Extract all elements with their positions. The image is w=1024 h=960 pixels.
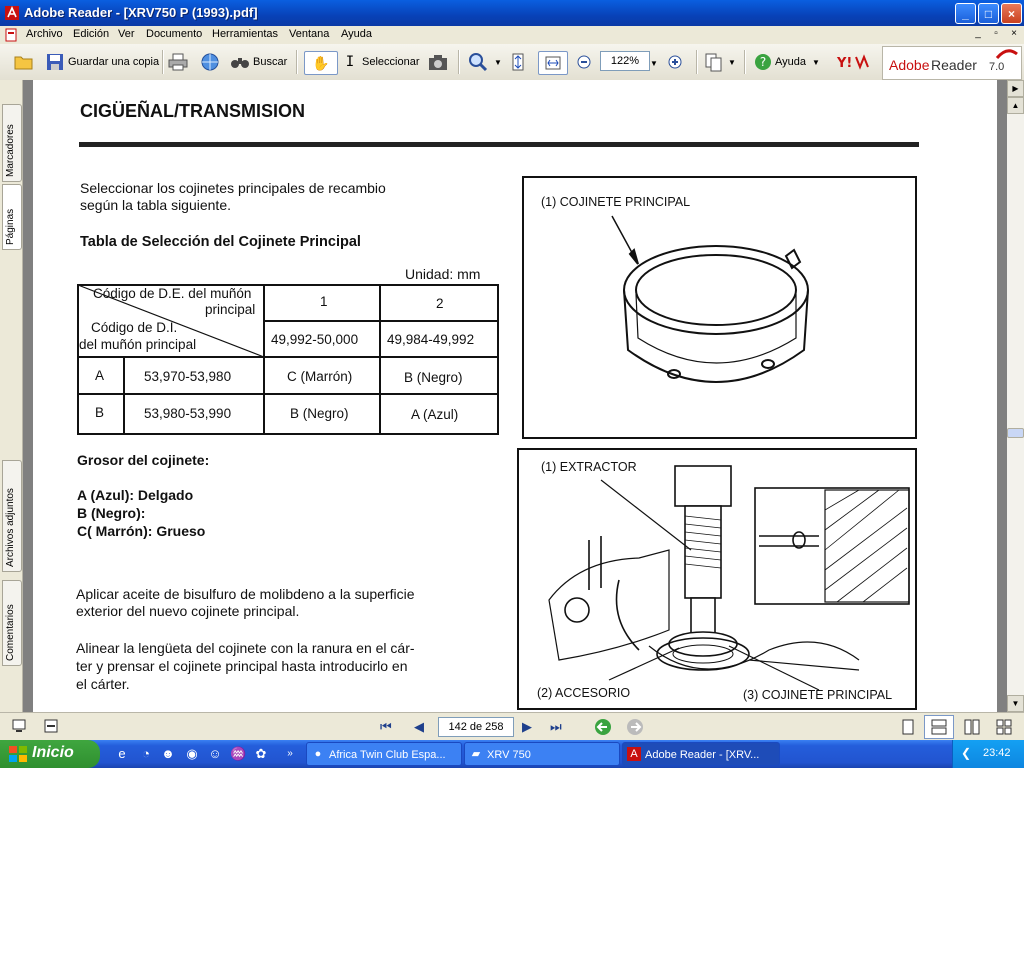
figure-2-label-3: (3) COJINETE PRINCIPAL xyxy=(743,688,893,702)
tray-expand-icon[interactable]: ❮ xyxy=(961,746,972,760)
pages-icon xyxy=(704,52,724,72)
table-row-b-range: 53,980-53,990 xyxy=(144,406,232,421)
menu-bar xyxy=(0,26,1024,44)
figure-1-label: (1) COJINETE PRINCIPAL xyxy=(541,195,691,209)
start-button[interactable] xyxy=(0,740,100,768)
extractor-illustration xyxy=(519,450,915,708)
maximize-button[interactable]: □ xyxy=(978,3,999,24)
table-header-di-line1: Código de D.I. xyxy=(91,320,178,335)
table-row-b-col2: A (Azul) xyxy=(411,407,459,422)
fit-width-icon xyxy=(544,55,562,71)
facing-layout-icon[interactable] xyxy=(964,719,980,735)
taskbar-item-adobe-reader[interactable] xyxy=(622,742,780,766)
help-button[interactable] xyxy=(754,51,820,73)
figure-extractor xyxy=(517,448,917,710)
save-copy-button[interactable] xyxy=(46,51,159,73)
table-row-a-range: 53,970-53,980 xyxy=(144,369,232,384)
help-dropdown-icon[interactable]: ▼ xyxy=(812,57,820,67)
chrome-icon: ● xyxy=(314,748,322,760)
fit-height-icon xyxy=(510,52,526,72)
search-label: Buscar xyxy=(253,56,288,68)
tab-marcadores[interactable] xyxy=(2,104,22,182)
paragraph-2-line-2: ter y prensar el cojinete principal hasta introducirlo en xyxy=(76,658,408,674)
printer-icon xyxy=(168,53,188,71)
window-title: Adobe Reader - [XRV750 P (1993).pdf] xyxy=(24,5,258,20)
email-button[interactable] xyxy=(200,51,220,73)
figure-main-bearing xyxy=(522,176,917,439)
figure-2-label-1: (1) EXTRACTOR xyxy=(541,460,637,474)
adobe-reader-logo xyxy=(882,46,1022,80)
menu-archivo[interactable]: Archivo xyxy=(26,28,63,40)
doc-minimize-button[interactable]: _ xyxy=(975,28,981,39)
doc-close-button[interactable]: × xyxy=(1011,28,1017,39)
svg-text:?: ? xyxy=(759,55,767,69)
page-number-input[interactable]: 142 de 258 xyxy=(438,717,514,737)
intro-line-2: según la tabla siguiente. xyxy=(80,197,231,213)
taskbar-item-browser[interactable] xyxy=(306,742,462,766)
page-icon[interactable] xyxy=(44,719,58,733)
help-label: Ayuda xyxy=(775,56,806,68)
toolbar xyxy=(0,44,1024,81)
table-header-di-line2: del muñón principal xyxy=(79,337,197,352)
thickness-c: C( Marrón): Grueso xyxy=(77,523,206,539)
table-row-a-col1: C (Marrón) xyxy=(287,369,353,384)
hand-icon: ✋ xyxy=(312,55,330,71)
paragraph-1-line-1: Aplicar aceite de bisulfuro de molibdeno a la superficie xyxy=(76,586,415,602)
layout-dropdown-icon[interactable]: ▼ xyxy=(728,57,736,67)
table-col2-range: 49,984-49,992 xyxy=(387,332,475,347)
quicklaunch-expand-icon[interactable]: » xyxy=(287,748,293,759)
menu-herramientas[interactable]: Herramientas xyxy=(212,28,279,40)
taskbar-item-browser-label: Africa Twin Club Espa... xyxy=(329,749,446,761)
figure-2-label-2: (2) ACCESORIO xyxy=(537,686,631,700)
forward-view-icon[interactable] xyxy=(626,718,644,736)
next-page-button[interactable]: ▶ xyxy=(522,719,532,734)
document-icon[interactable] xyxy=(4,28,18,42)
intro-line-1: Seleccionar los cojinetes principales de recambio xyxy=(80,180,386,196)
tab-marcadores-label: Marcadores xyxy=(5,124,16,177)
yahoo-icon xyxy=(836,53,870,71)
snapshot-button[interactable] xyxy=(428,51,448,73)
scroll-up-icon[interactable]: ▲ xyxy=(1007,97,1024,114)
floppy-disk-icon xyxy=(46,53,64,71)
open-button[interactable] xyxy=(14,51,34,73)
windows-taskbar xyxy=(0,740,1024,768)
logo-version: 7.0 xyxy=(989,61,1005,73)
table-row-a-code: A xyxy=(95,368,105,383)
taskbar-item-adobe-reader-label: Adobe Reader - [XRV... xyxy=(645,749,760,761)
zoom-tool-dropdown-icon[interactable]: ▼ xyxy=(494,57,502,67)
previous-page-button[interactable]: ◀ xyxy=(414,719,424,734)
text-cursor-icon: I xyxy=(345,54,355,70)
camera-icon xyxy=(428,53,448,71)
heading-rule xyxy=(79,142,919,147)
document-viewport[interactable] xyxy=(23,80,1007,712)
table-header-de-line2: principal xyxy=(205,302,256,317)
toolbar-separator xyxy=(696,50,698,74)
zoom-out-button[interactable] xyxy=(576,51,592,73)
single-page-layout-icon[interactable] xyxy=(900,719,916,735)
toolbar-separator xyxy=(296,50,298,74)
last-page-button[interactable]: ⏭ xyxy=(550,719,562,734)
windows-logo-icon xyxy=(8,745,28,763)
paragraph-1-line-2: exterior del nuevo cojinete principal. xyxy=(76,603,300,619)
status-bar xyxy=(0,712,1024,741)
zoom-in-button[interactable] xyxy=(667,51,683,73)
start-label: Inicio xyxy=(32,744,74,761)
adobe-task-icon: A xyxy=(627,747,641,761)
thickness-title: Grosor del cojinete: xyxy=(77,452,210,468)
magnifier-icon xyxy=(468,52,488,72)
search-button[interactable] xyxy=(230,51,287,73)
tab-comentarios-label: Comentarios xyxy=(5,604,16,661)
select-tool-button[interactable] xyxy=(340,51,419,73)
page-layout-button[interactable] xyxy=(704,51,736,73)
panda-icon[interactable]: ✿ xyxy=(255,746,267,761)
continuous-layout-icon xyxy=(931,719,947,735)
toolbar-separator xyxy=(162,50,164,74)
menu-ayuda[interactable]: Ayuda xyxy=(341,28,372,40)
zoom-in-tool-button[interactable] xyxy=(468,51,502,73)
select-label: Seleccionar xyxy=(362,56,420,68)
continuous-layout-button[interactable] xyxy=(924,715,954,739)
scroll-thumb[interactable] xyxy=(1007,428,1024,438)
zoom-dropdown-icon[interactable]: ▼ xyxy=(650,59,658,68)
system-tray xyxy=(952,740,1024,768)
monitor-icon[interactable] xyxy=(12,719,26,733)
actual-size-button[interactable] xyxy=(510,51,526,73)
print-button[interactable] xyxy=(168,51,188,73)
emoticon-icon[interactable]: ☺ xyxy=(208,746,222,761)
plus-circle-icon xyxy=(667,54,683,70)
yahoo-button[interactable] xyxy=(836,51,870,73)
minimize-button[interactable]: _ xyxy=(955,3,976,24)
vertical-scrollbar[interactable] xyxy=(1007,80,1024,712)
zoom-level-input[interactable]: 122% xyxy=(600,51,650,71)
table-row-a-col2: B (Negro) xyxy=(404,370,463,385)
menu-documento[interactable]: Documento xyxy=(146,28,203,40)
messenger-icon[interactable]: ☻ xyxy=(161,746,175,761)
page-nav-arrow-icon[interactable]: ▶ xyxy=(1007,80,1024,97)
thickness-a: A (Azul): Delgado xyxy=(77,487,194,503)
table-col1-code: 1 xyxy=(320,294,328,309)
media-player-icon[interactable]: ◉ xyxy=(186,746,198,761)
table-row-b-col1: B (Negro) xyxy=(290,406,349,421)
tab-paginas-label: Páginas xyxy=(5,208,16,245)
folder-icon: ▰ xyxy=(471,748,481,760)
logo-word-adobe: Adobe xyxy=(889,57,930,73)
logo-word-reader: Reader xyxy=(931,57,977,73)
table-row-b-code: B xyxy=(95,405,105,420)
back-view-icon[interactable] xyxy=(594,718,612,736)
folder-open-icon xyxy=(14,53,34,71)
menu-ver[interactable]: Ver xyxy=(118,28,135,40)
menu-ventana[interactable]: Ventana xyxy=(289,28,330,40)
tab-comentarios[interactable] xyxy=(2,580,22,666)
help-icon xyxy=(754,53,772,71)
adobe-swoosh-icon xyxy=(995,48,1019,60)
table-col2-code: 2 xyxy=(436,296,444,311)
title-bar[interactable] xyxy=(0,0,1024,26)
tab-archivos-adjuntos[interactable] xyxy=(2,460,22,572)
taskbar-item-folder[interactable] xyxy=(464,742,620,766)
table-title: Tabla de Selección del Cojinete Principal xyxy=(80,234,361,250)
bearing-illustration xyxy=(524,178,915,437)
table-col1-range: 49,992-50,000 xyxy=(271,332,359,347)
page-heading: CIGÜEÑAL/TRANSMISION xyxy=(80,101,305,121)
search-quicklaunch-icon[interactable]: ◔ xyxy=(142,746,150,761)
pdf-page xyxy=(33,80,997,712)
globe-email-icon xyxy=(200,52,220,72)
first-page-button[interactable]: ⏮ xyxy=(380,719,392,734)
clock: 23:42 xyxy=(983,747,1011,759)
toolbar-separator xyxy=(458,50,460,74)
minus-circle-icon xyxy=(576,54,592,70)
menu-edicion[interactable]: Edición xyxy=(73,28,110,40)
network-icon[interactable]: ♒ xyxy=(230,746,247,761)
save-copy-label: Guardar una copia xyxy=(68,56,160,68)
paragraph-2-line-1: Alinear la lengüeta del cojinete con la ranura en el cár- xyxy=(76,640,415,656)
doc-restore-button[interactable]: ▫ xyxy=(994,28,998,39)
adobe-reader-icon xyxy=(4,5,20,21)
close-button[interactable]: × xyxy=(1001,3,1022,24)
binoculars-icon xyxy=(230,53,250,71)
tab-archivos-adjuntos-label: Archivos adjuntos xyxy=(5,488,16,567)
svg-text:Y!: Y! xyxy=(837,56,853,71)
navigation-pane xyxy=(0,80,23,712)
unit-label: Unidad: mm xyxy=(405,266,481,282)
internet-explorer-icon[interactable]: e xyxy=(118,746,126,761)
hand-tool-button[interactable] xyxy=(304,51,338,75)
fit-width-button[interactable] xyxy=(538,51,568,75)
table-header-de-line1: Código de D.E. del muñón xyxy=(93,286,252,301)
scroll-down-icon[interactable]: ▼ xyxy=(1007,695,1024,712)
continuous-facing-layout-icon[interactable] xyxy=(996,719,1012,735)
taskbar-item-folder-label: XRV 750 xyxy=(487,749,531,761)
tab-paginas[interactable] xyxy=(2,184,22,250)
thickness-b: B (Negro): xyxy=(77,505,146,521)
paragraph-2-line-3: el cárter. xyxy=(76,676,130,692)
toolbar-separator xyxy=(744,50,746,74)
